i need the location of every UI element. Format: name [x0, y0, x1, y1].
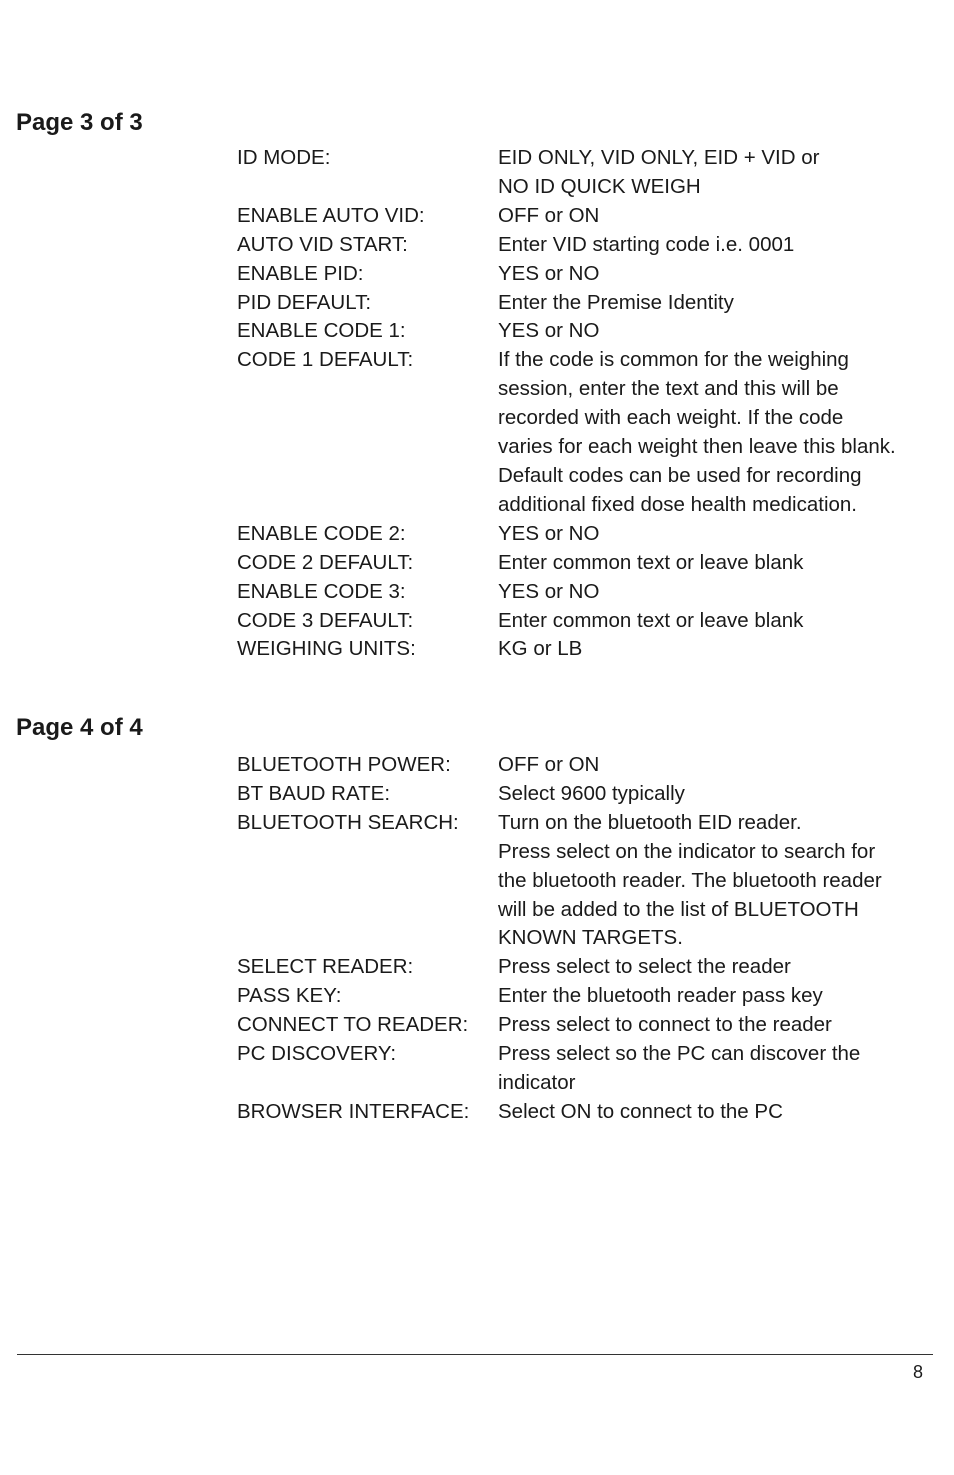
setting-row: [237, 1098, 942, 1127]
page-number: 8: [912, 1362, 923, 1382]
setting-value: OFF or ON: [498, 753, 600, 776]
setting-row: [237, 780, 942, 809]
setting-value: OFF or ON: [498, 203, 600, 227]
setting-label: CODE 2 DEFAULT:: [237, 550, 414, 574]
setting-label: SELECT READER:: [237, 955, 414, 979]
setting-value: Press select to select the reader: [498, 955, 791, 979]
setting-row: [237, 549, 942, 578]
setting-label: WEIGHING UNITS:: [237, 637, 416, 661]
setting-label: BLUETOOTH POWER:: [237, 753, 451, 776]
setting-row: [237, 607, 942, 636]
setting-row: [237, 809, 942, 954]
setting-row: [237, 520, 942, 549]
section-title-page-4: Page 4 of 4: [16, 714, 143, 741]
setting-label: PC DISCOVERY:: [237, 1042, 397, 1066]
setting-label: AUTO VID START:: [237, 232, 408, 256]
setting-value: YES or NO: [498, 319, 600, 343]
setting-label: ID MODE:: [237, 146, 331, 169]
setting-row: [237, 578, 942, 607]
setting-row: [237, 635, 942, 664]
setting-value: Enter VID starting code i.e. 0001: [498, 232, 795, 256]
setting-label: BLUETOOTH SEARCH:: [237, 810, 459, 834]
setting-value: Select ON to connect to the PC: [498, 1099, 783, 1123]
footer-divider: [17, 1354, 933, 1355]
setting-row: [237, 1040, 942, 1098]
setting-value: YES or NO: [498, 521, 600, 545]
setting-row: [237, 1011, 942, 1040]
setting-value: Press select to connect to the reader: [498, 1013, 832, 1037]
setting-value: Enter common text or leave blank: [498, 608, 804, 632]
setting-label: PASS KEY:: [237, 984, 342, 1008]
setting-label: CODE 3 DEFAULT:: [237, 608, 414, 632]
setting-label: CODE 1 DEFAULT:: [237, 348, 414, 372]
setting-row: [237, 346, 942, 519]
setting-row: [237, 982, 942, 1011]
setting-row: [237, 289, 942, 318]
setting-label: CONNECT TO READER:: [237, 1013, 469, 1037]
setting-row: [237, 260, 942, 289]
setting-label: PID DEFAULT:: [237, 290, 372, 314]
setting-value: If the code is common for the weighing session, enter the text and this will be recorded with each weight. If the code varies for each weight then leave this blank. Default codes can be used for recording additional fixed dose health medication.: [498, 348, 896, 516]
setting-label: ENABLE AUTO VID:: [237, 203, 425, 227]
setting-label: ENABLE PID:: [237, 261, 364, 285]
setting-value: Turn on the bluetooth EID reader. Press select on the indicator to search for the bluetooth reader. The bluetooth reader will be added to the list of BLUETOOTH KNOWN TARGETS.: [498, 810, 882, 950]
setting-row: [237, 202, 942, 231]
setting-row: [237, 317, 942, 346]
setting-row: [237, 751, 942, 780]
section-title-page-3: Page 3 of 3: [16, 109, 143, 136]
setting-value: Enter common text or leave blank: [498, 550, 804, 574]
setting-row: [237, 953, 942, 982]
setting-label: BT BAUD RATE:: [237, 781, 391, 805]
setting-value: Enter the bluetooth reader pass key: [498, 984, 823, 1008]
setting-label: ENABLE CODE 3:: [237, 579, 406, 603]
setting-value: EID ONLY, VID ONLY, EID + VID or NO ID QUICK WEIGH: [498, 146, 820, 198]
setting-value: YES or NO: [498, 579, 600, 603]
setting-value: Press select so the PC can discover the indicator: [498, 1042, 861, 1094]
setting-label: BROWSER INTERFACE:: [237, 1099, 470, 1123]
setting-row: [237, 144, 942, 202]
setting-value: Select 9600 typically: [498, 781, 685, 805]
setting-value: KG or LB: [498, 637, 583, 661]
setting-value: Enter the Premise Identity: [498, 290, 734, 314]
settings-list-page-4: [237, 751, 942, 1127]
setting-value: YES or NO: [498, 261, 600, 285]
settings-list-page-3: [237, 144, 942, 664]
setting-label: ENABLE CODE 2:: [237, 521, 406, 545]
setting-row: [237, 231, 942, 260]
setting-label: ENABLE CODE 1:: [237, 319, 406, 343]
